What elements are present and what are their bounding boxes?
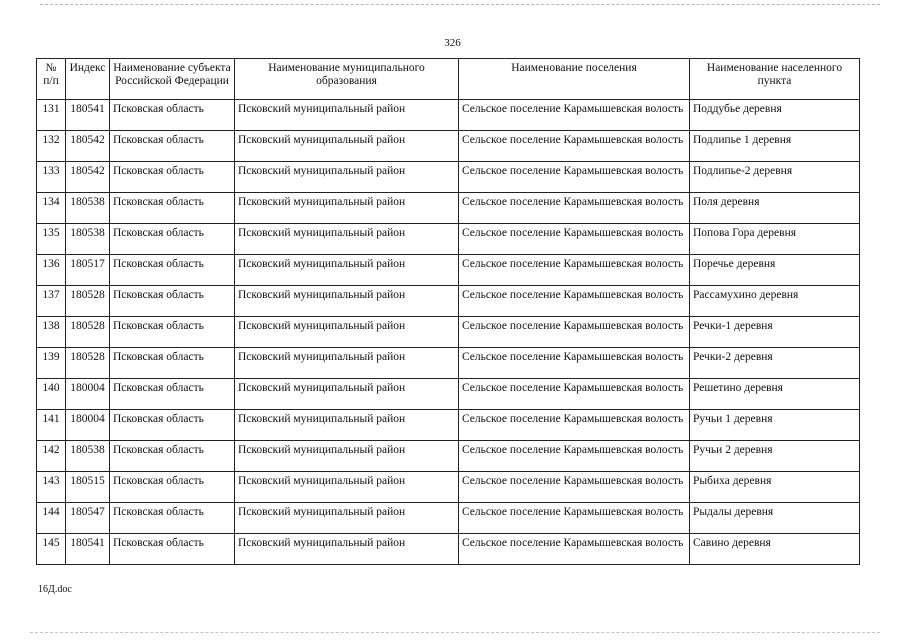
cell-settlement: Сельское поселение Карамышевская волость [459,503,690,534]
cell-settlement: Сельское поселение Карамышевская волость [459,286,690,317]
cell-index: 180538 [66,441,110,472]
cell-subject: Псковская область [110,131,235,162]
cell-subject: Псковская область [110,255,235,286]
cell-settlement: Сельское поселение Карамышевская волость [459,255,690,286]
cell-locality: Решетино деревня [690,379,860,410]
cell-municipality: Псковский муниципальный район [235,534,459,565]
cell-settlement: Сельское поселение Карамышевская волость [459,534,690,565]
cell-index: 180515 [66,472,110,503]
cell-index: 180528 [66,317,110,348]
header-num: № п/п [37,59,66,100]
cell-locality: Поречье деревня [690,255,860,286]
cell-locality: Поля деревня [690,193,860,224]
cell-locality: Рыбиха деревня [690,472,860,503]
cell-subject: Псковская область [110,100,235,131]
cell-locality: Поддубье деревня [690,100,860,131]
cell-settlement: Сельское поселение Карамышевская волость [459,348,690,379]
table-row [37,348,860,379]
cell-settlement: Сельское поселение Карамышевская волость [459,193,690,224]
cell-settlement: Сельское поселение Карамышевская волость [459,379,690,410]
cell-locality: Речки-1 деревня [690,317,860,348]
cell-locality: Ручьи 2 деревня [690,441,860,472]
cell-num: 140 [37,379,66,410]
header-municipality: Наименование муниципального образования [235,59,459,100]
cell-subject: Псковская область [110,348,235,379]
cell-municipality: Псковский муниципальный район [235,379,459,410]
table-header-row [37,59,860,100]
cell-index: 180517 [66,255,110,286]
cell-index: 180538 [66,224,110,255]
header-index: Индекс [66,59,110,100]
page-number: 326 [444,37,461,49]
table-row [37,379,860,410]
cell-locality: Подлипье 1 деревня [690,131,860,162]
cell-settlement: Сельское поселение Карамышевская волость [459,441,690,472]
cell-municipality: Псковский муниципальный район [235,317,459,348]
cell-subject: Псковская область [110,193,235,224]
cell-settlement: Сельское поселение Карамышевская волость [459,317,690,348]
cell-municipality: Псковский муниципальный район [235,472,459,503]
cell-municipality: Псковский муниципальный район [235,100,459,131]
cell-settlement: Сельское поселение Карамышевская волость [459,131,690,162]
cell-settlement: Сельское поселение Карамышевская волость [459,162,690,193]
cell-num: 136 [37,255,66,286]
cell-num: 139 [37,348,66,379]
cell-subject: Псковская область [110,224,235,255]
table-row [37,410,860,441]
cell-subject: Псковская область [110,472,235,503]
cell-settlement: Сельское поселение Карамышевская волость [459,472,690,503]
cell-num: 131 [37,100,66,131]
cell-settlement: Сельское поселение Карамышевская волость [459,410,690,441]
cell-locality: Савино деревня [690,534,860,565]
cell-municipality: Псковский муниципальный район [235,348,459,379]
cell-num: 137 [37,286,66,317]
cell-locality: Ручьи 1 деревня [690,410,860,441]
cell-subject: Псковская область [110,441,235,472]
cell-subject: Псковская область [110,379,235,410]
cell-index: 180541 [66,534,110,565]
table-row [37,100,860,131]
cell-num: 142 [37,441,66,472]
table-row [37,131,860,162]
header-settlement: Наименование поселения [459,59,690,100]
cell-municipality: Псковский муниципальный район [235,162,459,193]
cell-subject: Псковская область [110,534,235,565]
table-body [37,100,860,565]
cell-municipality: Псковский муниципальный район [235,224,459,255]
cell-locality: Попова Гора деревня [690,224,860,255]
table-row [37,503,860,534]
table-row [37,193,860,224]
cell-municipality: Псковский муниципальный район [235,503,459,534]
cell-subject: Псковская область [110,162,235,193]
cell-num: 134 [37,193,66,224]
cell-num: 144 [37,503,66,534]
header-subject: Наименование субъекта Российской Федерации [110,59,235,100]
table-row [37,441,860,472]
cell-settlement: Сельское поселение Карамышевская волость [459,100,690,131]
footer-filename: 16Д.doc [38,584,72,595]
table-row [37,472,860,503]
cell-municipality: Псковский муниципальный район [235,410,459,441]
cell-municipality: Псковский муниципальный район [235,286,459,317]
cell-municipality: Псковский муниципальный район [235,193,459,224]
table-row [37,224,860,255]
cell-subject: Псковская область [110,410,235,441]
cell-municipality: Псковский муниципальный район [235,255,459,286]
cell-num: 141 [37,410,66,441]
cell-num: 133 [37,162,66,193]
cell-locality: Речки-2 деревня [690,348,860,379]
table-row [37,162,860,193]
cell-num: 138 [37,317,66,348]
settlements-table [36,58,860,565]
cell-index: 180538 [66,193,110,224]
cell-index: 180541 [66,100,110,131]
table-row [37,317,860,348]
scan-edge-top [40,4,880,5]
cell-index: 180528 [66,286,110,317]
cell-index: 180004 [66,379,110,410]
cell-num: 135 [37,224,66,255]
cell-subject: Псковская область [110,503,235,534]
cell-num: 145 [37,534,66,565]
cell-index: 180547 [66,503,110,534]
cell-num: 132 [37,131,66,162]
cell-settlement: Сельское поселение Карамышевская волость [459,224,690,255]
table-row [37,534,860,565]
cell-subject: Псковская область [110,317,235,348]
cell-index: 180528 [66,348,110,379]
cell-municipality: Псковский муниципальный район [235,441,459,472]
scan-edge-bottom [30,632,880,633]
cell-index: 180542 [66,131,110,162]
cell-num: 143 [37,472,66,503]
cell-locality: Подлипье-2 деревня [690,162,860,193]
header-locality: Наименование населенного пункта [690,59,860,100]
cell-subject: Псковская область [110,286,235,317]
cell-locality: Рассамухино деревня [690,286,860,317]
cell-index: 180004 [66,410,110,441]
cell-municipality: Псковский муниципальный район [235,131,459,162]
cell-locality: Рыдалы деревня [690,503,860,534]
table-row [37,286,860,317]
table-row [37,255,860,286]
cell-index: 180542 [66,162,110,193]
